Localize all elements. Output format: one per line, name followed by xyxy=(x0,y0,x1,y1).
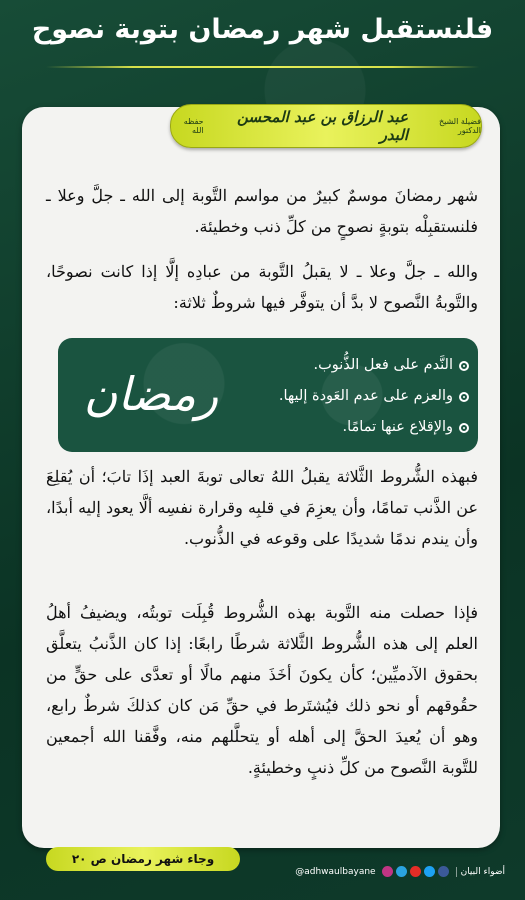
instagram-icon[interactable] xyxy=(382,866,393,877)
condition-text: والعزم على عدم العَودة إليها. xyxy=(278,388,453,404)
paragraph-acceptance: فبهذه الشُّروط الثَّلاثة يقبلُ اللهُ تعالى توبةَ العبد إذَا تابَ؛ أن يُقلِعَ عن الذَّنب تمامًا، وأن يعزِمَ في قلبِه وقرارة نفسِه ألَّا يعود إليه أبدًا، وأن يندم ندمًا شديدًا على وقوعه في الذُّنوب. xyxy=(46,467,478,548)
source-reference: وجاء شهر رمضان ص ٢٠ xyxy=(46,847,240,871)
social-bar xyxy=(295,866,505,877)
condition-item xyxy=(209,381,469,412)
youtube-icon[interactable] xyxy=(410,866,421,877)
page-title: فلنستقبل شهر رمضان بتوبة نصوح xyxy=(31,14,494,45)
paragraph-fourth-condition: فإذا حصلت منه التَّوبة بهذه الشُّروط قُبِلَت توبتُه، ويضيفُ أهلُ العلم إلى هذه الشُّروط الثَّلاثة شرطًا رابعًا: إذا كان الذَّنبُ يتعلَّق بحقوق الآدميِّين؛ كأن يكونَ أخَذَ منهم مالًا أو تعدَّى على حقٍّ من حقُوقهم أو نحو ذلك فيُشتَرط في حقِّ مَن كان كذلكَ شرطٌ رابع، وهو أن يُعيدَ الحقَّ إلى أهله أو يتحلَّلهم منه، وفَّقنا الله أجمعين للتَّوبة النَّصوح من كلِّ ذنبٍ وخطيئةٍ. xyxy=(46,603,478,777)
bullet-icon xyxy=(459,361,469,371)
author-prefix: فضيلة الشيخ الدكتور xyxy=(438,117,481,135)
facebook-icon[interactable] xyxy=(438,866,449,877)
paragraph-conditions-intro: والله ـ جلَّ وعلا ـ لا يقبلُ التَّوبة من عبادِه إلَّا إذا كانت نصوحًا، والتَّوبةُ النَّصوح لا بدَّ أن يتوفَّر فيها شروطٌ ثلاثة: xyxy=(46,262,478,312)
condition-item xyxy=(209,350,469,381)
conditions-list xyxy=(209,350,469,443)
condition-text: النَّدم على فعل الذُّنوب. xyxy=(313,357,453,373)
telegram-icon[interactable] xyxy=(396,866,407,877)
condition-text: والإقلاع عنها تمامًا. xyxy=(342,419,453,435)
condition-item xyxy=(209,412,469,443)
brand-logo: أضواء البيان xyxy=(456,867,505,877)
paragraph-intro: شهر رمضانَ موسمٌ كبيرٌ من مواسم التَّوبة إلى الله ـ جلَّ وعلا ـ فلنستقبِلْه بتوبةٍ نصوحٍ من كلِّ ذنب وخطيئة. xyxy=(46,186,478,236)
author-banner xyxy=(170,104,482,148)
author-suffix: حفظه الله xyxy=(183,117,204,135)
social-handle[interactable]: @adhwaulbayane xyxy=(295,866,376,877)
ramadan-calligraphy: رمضان xyxy=(83,367,219,421)
author-name: عبد الرزاق بن عبد المحسن البدر xyxy=(236,108,409,144)
bullet-icon xyxy=(459,423,469,433)
twitter-icon[interactable] xyxy=(424,866,435,877)
bullet-icon xyxy=(459,392,469,402)
title-underline xyxy=(46,66,479,68)
